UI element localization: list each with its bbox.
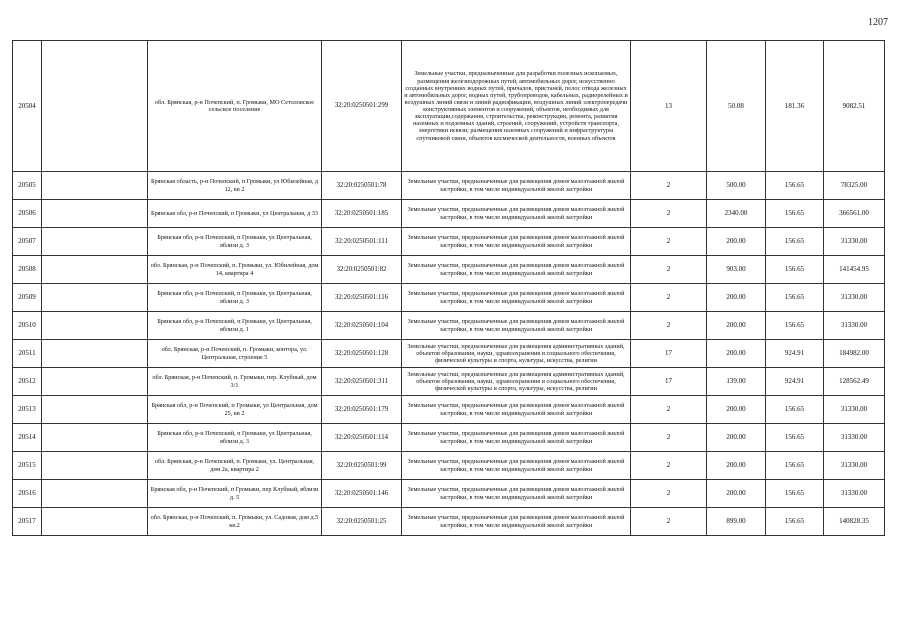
- table-row: [13, 452, 885, 480]
- table-row: [13, 228, 885, 256]
- specific-value-cell: 156.65: [766, 424, 824, 452]
- table-row: [13, 172, 885, 200]
- area-cell: 899.00: [707, 508, 766, 536]
- area-cell: 200.00: [707, 396, 766, 424]
- cadastral-value-cell: 366561.00: [824, 200, 885, 228]
- land-use-cell: Земельные участки, предназначенные для размещения домов малоэтажной жилой застройки, в том числе индивидуальной жилой застройки: [402, 312, 631, 340]
- land-use-cell: Земельные участки, предназначенные для размещения административных зданий, объектов образования, науки, здравоохранения и социального обеспечения, физической культуры и спорта, культуры, искусства, религии: [402, 340, 631, 368]
- record-number-cell: 20504: [13, 41, 42, 172]
- table-row: [13, 396, 885, 424]
- table-row: [13, 368, 885, 396]
- record-number-cell: 20505: [13, 172, 42, 200]
- cadastral-number-cell: 32:20:0250501:111: [322, 228, 402, 256]
- area-cell: 200.00: [707, 228, 766, 256]
- cadastral-value-cell: 9082.51: [824, 41, 885, 172]
- address-cell: обл. Брянская, р-н Почепский, п. Громыки, контора, ул. Центральная, строение 5: [148, 340, 322, 368]
- record-number-cell: 20508: [13, 256, 42, 284]
- empty-cell: [42, 480, 148, 508]
- group-cell: 2: [631, 452, 707, 480]
- cadastral-number-cell: 32:20:0250501:114: [322, 424, 402, 452]
- cadastral-value-cell: 31330.00: [824, 312, 885, 340]
- table-row: [13, 424, 885, 452]
- cadastral-number-cell: 32:20:0250501:99: [322, 452, 402, 480]
- address-cell: Брянская обл, р-н Почепский, п Громыки, пер Клубный, вблизи д. 5: [148, 480, 322, 508]
- specific-value-cell: 924.91: [766, 340, 824, 368]
- cadastral-number-cell: 32:20:0250501:104: [322, 312, 402, 340]
- address-cell: Брянская область, р-н Почепский, п Громыки, ул Юбилейная, д 12, кв 2: [148, 172, 322, 200]
- table-row: [13, 41, 885, 172]
- group-cell: 17: [631, 340, 707, 368]
- cadastral-number-cell: 32:20:0250501:311: [322, 368, 402, 396]
- land-use-cell: Земельные участки, предназначенные для размещения домов малоэтажной жилой застройки, в том числе индивидуальной жилой застройки: [402, 508, 631, 536]
- area-cell: 200.00: [707, 312, 766, 340]
- area-cell: 200.00: [707, 452, 766, 480]
- area-cell: 200.00: [707, 284, 766, 312]
- record-number-cell: 20514: [13, 424, 42, 452]
- land-use-cell: Земельные участки, предназначенные для размещения домов малоэтажной жилой застройки, в том числе индивидуальной жилой застройки: [402, 396, 631, 424]
- specific-value-cell: 156.65: [766, 228, 824, 256]
- group-cell: 2: [631, 480, 707, 508]
- cadastral-value-cell: 140828.35: [824, 508, 885, 536]
- land-use-cell: Земельные участки, предназначенные для размещения административных зданий, объектов образования, науки, здравоохранения и социального обеспечения, физической культуры и спорта, культуры, искусства, религии: [402, 368, 631, 396]
- empty-cell: [42, 228, 148, 256]
- land-use-cell: Земельные участки, предназначенные для размещения домов малоэтажной жилой застройки, в том числе индивидуальной жилой застройки: [402, 200, 631, 228]
- address-cell: Брянская обл, р-н Почепский, п Громыки, ул Центральная, вблизи д. 3: [148, 424, 322, 452]
- land-use-cell: Земельные участки, предназначенные для размещения домов малоэтажной жилой застройки, в том числе индивидуальной жилой застройки: [402, 284, 631, 312]
- empty-cell: [42, 508, 148, 536]
- cadastral-number-cell: 32:20:0250501:128: [322, 340, 402, 368]
- group-cell: 2: [631, 284, 707, 312]
- specific-value-cell: 156.65: [766, 396, 824, 424]
- record-number-cell: 20510: [13, 312, 42, 340]
- table-row: [13, 284, 885, 312]
- record-number-cell: 20512: [13, 368, 42, 396]
- address-cell: обл. Брянская, р-н Почепский, п. Громыки, пер. Клубный, дом 3/1: [148, 368, 322, 396]
- record-number-cell: 20506: [13, 200, 42, 228]
- specific-value-cell: 156.65: [766, 256, 824, 284]
- address-cell: обл. Брянская, р-н Почепский, п. Громыки, ул. Садовая, дом д.5 кв.2: [148, 508, 322, 536]
- group-cell: 17: [631, 368, 707, 396]
- specific-value-cell: 156.65: [766, 200, 824, 228]
- cadastral-number-cell: 32:20:0250501:185: [322, 200, 402, 228]
- empty-cell: [42, 368, 148, 396]
- record-number-cell: 20516: [13, 480, 42, 508]
- specific-value-cell: 156.65: [766, 312, 824, 340]
- specific-value-cell: 181.36: [766, 41, 824, 172]
- empty-cell: [42, 284, 148, 312]
- page-number: 1207: [868, 17, 888, 28]
- area-cell: 200.00: [707, 480, 766, 508]
- cadastral-value-table: [12, 40, 885, 536]
- group-cell: 2: [631, 228, 707, 256]
- group-cell: 2: [631, 256, 707, 284]
- land-use-cell: Земельные участки, предназначенные для размещения домов малоэтажной жилой застройки, в том числе индивидуальной жилой застройки: [402, 452, 631, 480]
- specific-value-cell: 924.91: [766, 368, 824, 396]
- record-number-cell: 20507: [13, 228, 42, 256]
- table-row: [13, 480, 885, 508]
- group-cell: 2: [631, 508, 707, 536]
- cadastral-value-cell: 128562.49: [824, 368, 885, 396]
- group-cell: 2: [631, 200, 707, 228]
- table-row: [13, 256, 885, 284]
- table-row: [13, 340, 885, 368]
- area-cell: 500.00: [707, 172, 766, 200]
- record-number-cell: 20517: [13, 508, 42, 536]
- cadastral-number-cell: 32:20:0250501:116: [322, 284, 402, 312]
- group-cell: 2: [631, 172, 707, 200]
- land-use-cell: Земельные участки, предназначенные для размещения домов малоэтажной жилой застройки, в том числе индивидуальной жилой застройки: [402, 480, 631, 508]
- cadastral-number-cell: 32:20:0250501:146: [322, 480, 402, 508]
- land-use-cell: Земельные участки, предназначенные для размещения домов малоэтажной жилой застройки, в том числе индивидуальной жилой застройки: [402, 172, 631, 200]
- cadastral-value-cell: 141454.95: [824, 256, 885, 284]
- area-cell: 2340.00: [707, 200, 766, 228]
- group-cell: 13: [631, 41, 707, 172]
- group-cell: 2: [631, 396, 707, 424]
- area-cell: 903.00: [707, 256, 766, 284]
- empty-cell: [42, 256, 148, 284]
- record-number-cell: 20513: [13, 396, 42, 424]
- empty-cell: [42, 172, 148, 200]
- table-row: [13, 508, 885, 536]
- address-cell: Брянская обл, р-н Почепский, п Громыки, ул Центральная, вблизи д. 1: [148, 312, 322, 340]
- empty-cell: [42, 200, 148, 228]
- address-cell: обл. Брянская, р-н Почепский, п. Громыки, МО Сетоловское сельское поселение: [148, 41, 322, 172]
- cadastral-number-cell: 32:20:0250501:179: [322, 396, 402, 424]
- cadastral-number-cell: 32:20:0250501:82: [322, 256, 402, 284]
- empty-cell: [42, 340, 148, 368]
- cadastral-value-cell: 184982.00: [824, 340, 885, 368]
- address-cell: Брянская обл, р-н Почепский, п Громыки, ул Центральная, дом 25, кв 2: [148, 396, 322, 424]
- record-number-cell: 20509: [13, 284, 42, 312]
- specific-value-cell: 156.65: [766, 508, 824, 536]
- record-number-cell: 20515: [13, 452, 42, 480]
- cadastral-value-cell: 31330.00: [824, 284, 885, 312]
- cadastral-value-cell: 31330.00: [824, 480, 885, 508]
- land-use-cell: Земельные участки, предназначенные для размещения домов малоэтажной жилой застройки, в том числе индивидуальной жилой застройки: [402, 424, 631, 452]
- cadastral-number-cell: 32:20:0250501:78: [322, 172, 402, 200]
- cadastral-value-cell: 31330.00: [824, 424, 885, 452]
- address-cell: обл. Брянская, р-н Почепский, п. Громыки, ул. Центральная, дом 2а, квартира 2: [148, 452, 322, 480]
- specific-value-cell: 156.65: [766, 172, 824, 200]
- area-cell: 50.08: [707, 41, 766, 172]
- cadastral-value-cell: 31330.00: [824, 396, 885, 424]
- cadastral-value-cell: 78325.00: [824, 172, 885, 200]
- empty-cell: [42, 452, 148, 480]
- group-cell: 2: [631, 424, 707, 452]
- address-cell: Брянская обл, р-н Почепский, п Громыки, ул Центральная, вблизи д. 3: [148, 228, 322, 256]
- specific-value-cell: 156.65: [766, 480, 824, 508]
- empty-cell: [42, 312, 148, 340]
- address-cell: Брянская обл, р-н Почепский, п Громыки, ул Центральная, д 33: [148, 200, 322, 228]
- area-cell: 200.00: [707, 340, 766, 368]
- group-cell: 2: [631, 312, 707, 340]
- empty-cell: [42, 396, 148, 424]
- cadastral-value-cell: 31330.00: [824, 228, 885, 256]
- table-row: [13, 200, 885, 228]
- table-body: [13, 41, 885, 536]
- land-use-cell: Земельные участки, предназначенные для размещения домов малоэтажной жилой застройки, в том числе индивидуальной жилой застройки: [402, 256, 631, 284]
- land-use-cell: Земельные участки, предназначенные для размещения домов малоэтажной жилой застройки, в том числе индивидуальной жилой застройки: [402, 228, 631, 256]
- land-use-cell: Земельные участки, предназначенные для разработки полезных ископаемых, размещения железнодорожных путей, автомобильных дорог, искусственно созданных внутренних водных путей, причалов, пристаней, полос отвода железных и автомобильных дорог, водных путей, трубопроводов, кабельных, радиорелейных и воздушных линий связи и линий радиофикации, воздушных линий электропередачи конструктивных элементов и сооружений, объектов, необходимых для эксплуатации,содержания, строительства, реконструкции, ремонта, развития наземных и подземных зданий, строений, сооружений, устройств транспорта, энергетики исвязи; размещения наземных сооружений и инфраструктуры спутниковой связи, объектов космической деятельности, военных объектов: [402, 41, 631, 172]
- area-cell: 200.00: [707, 424, 766, 452]
- cadastral-number-cell: 32:20:0250501:299: [322, 41, 402, 172]
- specific-value-cell: 156.65: [766, 452, 824, 480]
- area-cell: 139.00: [707, 368, 766, 396]
- record-number-cell: 20511: [13, 340, 42, 368]
- cadastral-value-cell: 31330.00: [824, 452, 885, 480]
- empty-cell: [42, 41, 148, 172]
- table-row: [13, 312, 885, 340]
- address-cell: Брянская обл, р-н Почепский, п Громыки, ул Центральная, вблизи д. 3: [148, 284, 322, 312]
- address-cell: обл. Брянская, р-н Почепский, п. Громыки, ул. Юбилейная, дом 14, квартира 4: [148, 256, 322, 284]
- specific-value-cell: 156.65: [766, 284, 824, 312]
- cadastral-number-cell: 32:20:0250501:25: [322, 508, 402, 536]
- empty-cell: [42, 424, 148, 452]
